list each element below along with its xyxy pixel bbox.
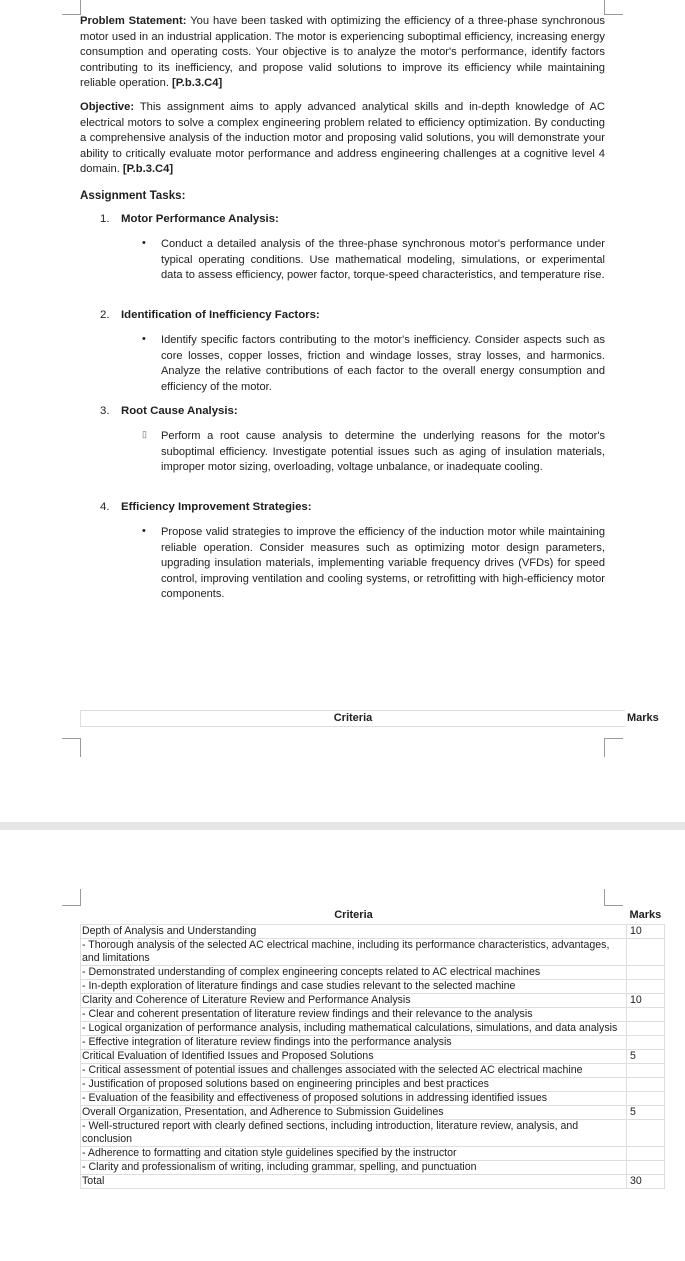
marks-cell [627,1078,665,1092]
problem-ref: [P.b.3.C4] [172,77,223,90]
marks-cell [627,966,665,980]
criteria-cell: Clarity and Coherence of Literature Review and Performance Analysis [81,994,627,1008]
criteria-cell: - Well-structured report with clearly defined sections, including introduction, literature review, analysis, and conclusion [81,1120,627,1147]
objective-text: This assignment aims to apply advanced analytical skills and in-depth knowledge of AC electrical motors to solve a complex engineering problem related to efficiency optimization. By conducting a comprehensive analysis of the induction motor and proposing valid solutions, you will demonstrate your ability to critically evaluate motor performance and address engineering challenges at a cognitive level 4 domain. [80,101,606,176]
table-row [81,1106,665,1120]
task-title-text: Identification of Inefficiency Factors: [121,309,320,321]
criteria-cell: - Clarity and professionalism of writing, including grammar, spelling, and punctuation [81,1161,627,1175]
table-row [81,1078,665,1092]
criteria-cell: - Clear and coherent presentation of literature review findings and their relevance to the analysis [81,1008,627,1022]
criteria-cell: Depth of Analysis and Understanding [81,925,627,939]
marks-cell [627,1064,665,1078]
task-description: Propose valid strategies to improve the efficiency of the induction motor while maintaining reliable operation. Consider measures such as optimizing motor design parameters, upgrading insulation materials, implementing variable frequency drives (VFDs) for speed control, improving ventilation and cooling systems, or retrofitting with high-efficiency motor components. [161,526,605,601]
table-row [81,1008,665,1022]
crop-mark [62,889,81,906]
objective [80,100,605,178]
table-row [81,1050,665,1064]
bullet-icon: ▯ [142,429,147,439]
criteria-cell: Total [81,1175,627,1189]
crop-mark [604,889,623,906]
table-row [81,1120,665,1147]
criteria-cell: - Adherence to formatting and citation style guidelines specified by the instructor [81,1147,627,1161]
page-separator [0,822,685,830]
marks-header: Marks [627,712,659,724]
task-title [100,405,238,417]
task-number: 4. [100,501,110,513]
table-row [81,994,665,1008]
criteria-cell: - Justification of proposed solutions based on engineering principles and best practices [81,1078,627,1092]
criteria-cell: - Demonstrated understanding of complex engineering concepts related to AC electrical machines [81,966,627,980]
marks-cell: 30 [627,1175,665,1189]
task-number: 3. [100,405,110,417]
criteria-cell: - Thorough analysis of the selected AC electrical machine, including its performance characteristics, advantages, and limitations [81,939,627,966]
table-row [81,1022,665,1036]
task-title-text: Efficiency Improvement Strategies: [121,501,312,513]
marks-cell [627,1022,665,1036]
criteria-cell: Overall Organization, Presentation, and Adherence to Submission Guidelines [81,1106,627,1120]
problem-text: You have been tasked with optimizing the efficiency of a three-phase synchronous motor used in an industrial application. The motor is experiencing suboptimal efficiency, increasing energy consumption and operating costs. Your objective is to analyze the motor's performance, identify factors contributing to its inefficiency, and propose valid solutions to improve its efficiency while maintaining reliable operation. [80,15,606,90]
marks-cell [627,1161,665,1175]
bullet-icon: • [142,237,146,249]
marks-cell: 10 [627,925,665,939]
marks-header: Marks [629,909,662,921]
task-title [100,501,312,513]
task-number: 1. [100,213,110,225]
crop-mark [604,738,623,757]
criteria-table [80,907,665,1189]
criteria-cell: - Logical organization of performance analysis, including mathematical calculations, simulations, and data analysis [81,1022,627,1036]
criteria-cell: - Critical assessment of potential issues and challenges associated with the selected AC electrical machine [81,1064,627,1078]
table-row [81,1161,665,1175]
problem-statement [80,14,605,92]
criteria-cell: - Effective integration of literature review findings into the performance analysis [81,1036,627,1050]
marks-cell [627,939,665,966]
table-row [81,980,665,994]
table-row [81,1175,665,1189]
crop-mark [604,0,623,15]
marks-cell: 10 [627,994,665,1008]
marks-cell [627,1147,665,1161]
objective-ref: [P.b.3.C4] [122,163,174,176]
problem-label: Problem Statement: [80,15,187,27]
table-row [81,925,665,939]
objective-label: Objective: [80,101,135,113]
bullet-icon: • [142,333,146,345]
task-number: 2. [100,309,110,321]
task-description: Identify specific factors contributing to the motor's inefficiency. Consider aspects such as core losses, copper losses, friction and windage losses, stray losses, and harmonics. Analyze the relative contributions of each factor to the overall energy consumption and efficiency of the motor. [161,334,605,393]
marks-cell [627,980,665,994]
criteria-cell: - Evaluation of the feasibility and effectiveness of proposed solutions in addressing identified issues [81,1092,627,1106]
table-row [81,1092,665,1106]
page-2 [0,830,685,1261]
marks-cell [627,1092,665,1106]
bullet-icon: • [142,525,146,537]
marks-cell [627,1036,665,1050]
task-description: Perform a root cause analysis to determine the underlying reasons for the motor's suboptimal efficiency. Investigate potential issues such as aging of insulation materials, improper motor sizing, overloading, voltage unbalance, or inadequate cooling. [161,430,605,474]
table-row [81,1147,665,1161]
criteria-header: Criteria [81,711,626,727]
task-title [100,213,279,225]
tasks-heading: Assignment Tasks: [80,189,186,202]
marks-cell [627,1008,665,1022]
marks-cell: 5 [627,1106,665,1120]
criteria-header: Criteria [334,909,373,921]
criteria-table-header [80,710,663,727]
marks-cell: 5 [627,1050,665,1064]
table-row [81,1036,665,1050]
table-row [81,939,665,966]
crop-mark [62,738,81,757]
table-row [81,1064,665,1078]
task-description: Conduct a detailed analysis of the three-phase synchronous motor's performance under typical operating conditions. Use mathematical modeling, simulations, or experimental data to assess efficiency, power factor, torque-speed characteristics, and temperature rise. [161,238,605,282]
marks-cell [627,1120,665,1147]
criteria-cell: Critical Evaluation of Identified Issues and Proposed Solutions [81,1050,627,1064]
table-row [81,966,665,980]
crop-mark [62,0,81,15]
task-title [100,309,320,321]
task-title-text: Motor Performance Analysis: [121,213,279,225]
task-title-text: Root Cause Analysis: [121,405,238,417]
criteria-cell: - In-depth exploration of literature findings and case studies relevant to the selected machine [81,980,627,994]
